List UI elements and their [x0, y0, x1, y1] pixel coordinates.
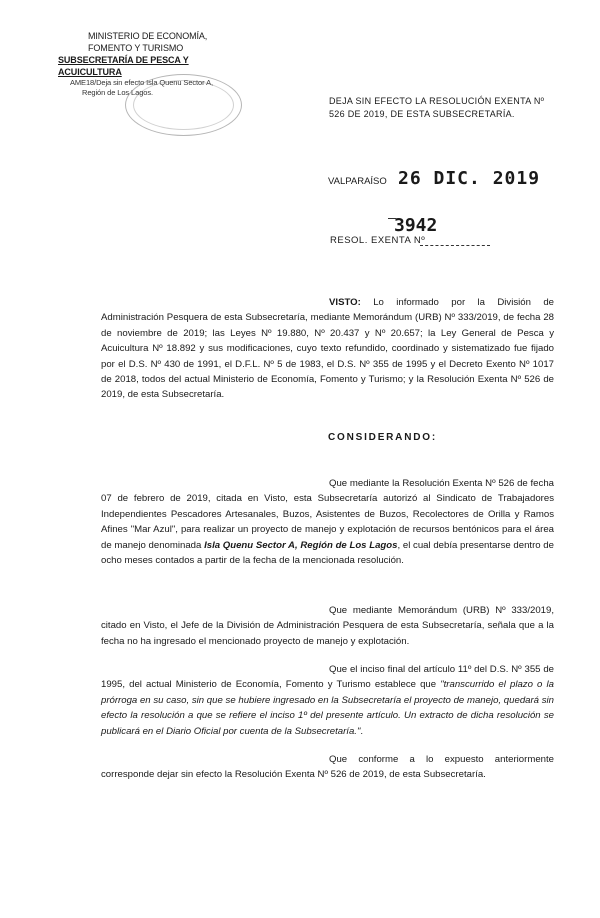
file-reference: AME18/Deja sin efecto Isla Quenu Sector A,	[70, 78, 213, 87]
subsecretariat-name: SUBSECRETARÍA DE PESCA Y ACUICULTURA	[58, 55, 189, 77]
p1-text-c: , el cual debía presentarse dentro de ocho meses contados a partir de la fecha de la mencionada resolución.	[101, 539, 554, 567]
ministry-name: MINISTERIO DE ECONOMÍA,	[88, 31, 208, 41]
number-underline	[420, 245, 490, 246]
p3-text-c: .	[360, 725, 364, 737]
considerando-paragraph-2: Que mediante Memorándum (URB) Nº 333/2019, citado en Visto, el Jefe de la División de Administración Pesquera de esta Subsecretaría, señala que a la fecha no ha ingresado el mencionado proyecto de manejo y explotación.	[101, 605, 554, 647]
visto-label: VISTO:	[329, 297, 361, 308]
p3-quote: "transcurrido el plazo o la prórroga en su caso, sin que se hubiere ingresado en la Subsecretaría el proyecto de manejo, quedará sin efecto la resolución a que se refiere el inciso 1º del presente artículo. Un extracto de dicha resolución se publicará en el Diario Oficial por cuenta de la Subsecretaría."	[101, 679, 554, 737]
visto-paragraph	[101, 295, 554, 403]
reference-block	[329, 95, 544, 121]
number-dash	[388, 218, 396, 219]
visto-text: Lo informado por la División de Administración Pesquera de esta Subsecretaría, mediante Memorándum (URB) Nº 333/2019, de fecha 28 de noviembre de 2019; las Leyes Nº 19.880, Nº 20.437 y Nº 20.657; la Ley General de Pesca y Acuicultura Nº 18.892 y sus modificaciones, cuyo texto refundido, coordinado y sistematizado fue fijado por el D.S. Nº 430 de 1991, el D.F.L. Nº 5 de 1983, el D.S. Nº 355 de 1995 y el Decreto Exento Nº 1017 de 2018, todos del actual Ministerio de Economía, Fomento y Turismo; y la Resolución Exenta Nº 526 de 2019, de esta Subsecretaría.	[101, 297, 554, 401]
official-stamp-inner	[133, 80, 234, 130]
resolution-date: 26 DIC. 2019	[398, 168, 541, 189]
p1-area-name: Isla Quenu Sector A, Región de Los Lagos	[204, 539, 398, 551]
considerando-paragraph-4: Que conforme a lo expuesto anteriormente corresponde dejar sin efecto la Resolución Exenta Nº 526 de 2019, de esta Subsecretaría.	[101, 754, 554, 781]
file-region: Región de Los Lagos.	[82, 88, 153, 97]
resolution-number: 3942	[394, 215, 438, 236]
p3-text-a: Que el inciso final del artículo 11º del D.S. Nº 355 de 1995, del actual Ministerio de Economía, Fomento y Turismo establece que	[101, 664, 554, 691]
ministry-name-2: FOMENTO Y TURISMO	[88, 43, 184, 53]
place-label: VALPARAÍSO	[328, 176, 387, 187]
reference-line-2: 526 DE 2019, DE ESTA SUBSECRETARÍA.	[329, 109, 515, 119]
reference-line-1: DEJA SIN EFECTO LA RESOLUCIÓN EXENTA Nº	[329, 96, 545, 106]
resolution-label: RESOL. EXENTA Nº	[330, 235, 426, 246]
p1-text-a: Que mediante la Resolución Exenta Nº 526 de fecha 07 de febrero de 2019, citada en Visto, esta Subsecretaría autorizó al Sindicato de Trabajadores Independientes Pescadores Artesanales, Buzos, Asistentes de Buzos, Recolectores de Orilla y Ramos Afines "Mar Azul", para realizar un proyecto de manejo y explotación de recursos bentónicos para el área de manejo denominada	[101, 478, 554, 551]
considerando-heading: CONSIDERANDO:	[328, 432, 437, 443]
considerando-paragraph-1	[101, 476, 554, 568]
considerando-paragraph-3	[101, 662, 554, 739]
